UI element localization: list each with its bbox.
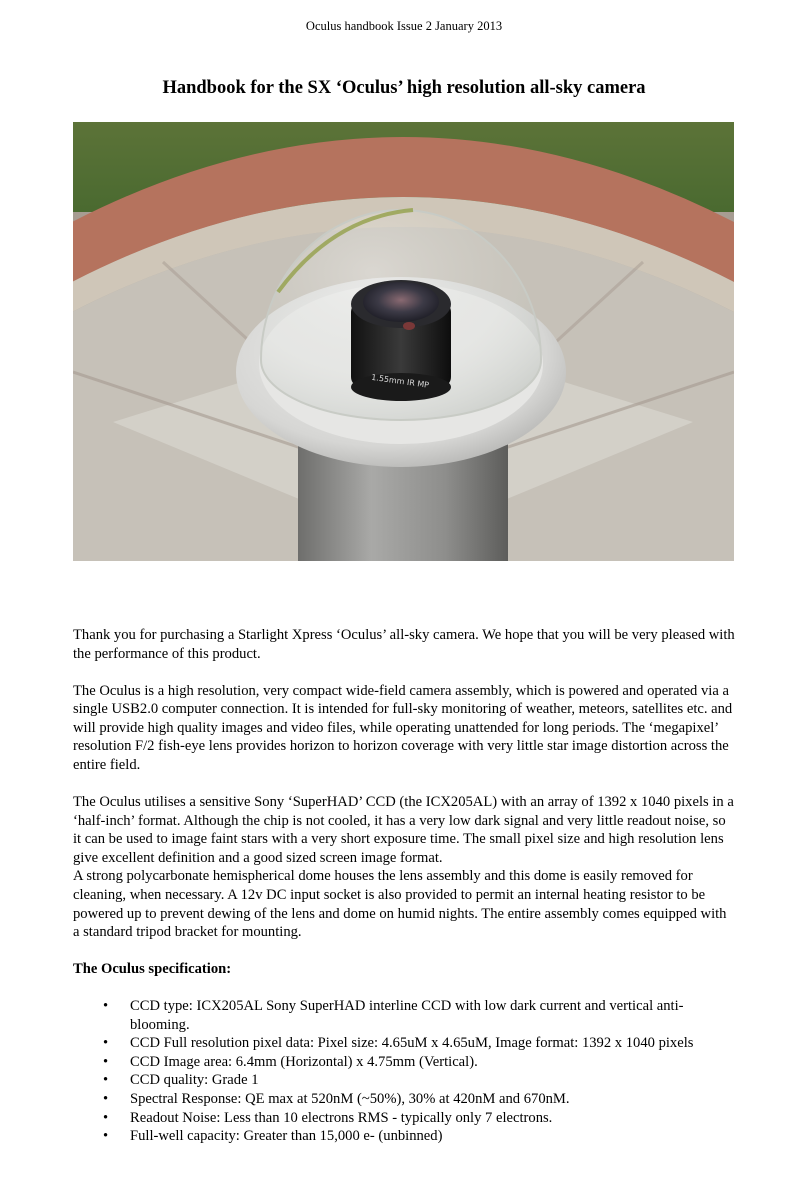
spec-item: • Readout Noise: Less than 10 electrons RMS - typically only 7 electrons. [73, 1109, 735, 1128]
spec-heading: The Oculus specification: [73, 961, 232, 978]
description-paragraph: The Oculus is a high resolution, very compact wide-field camera assembly, which is powered and operated via a single USB2.0 computer connection. It is intended for full-sky monitoring of weather, meteors, satellites etc. and will provide high quality images and video files, while operating unattended for long periods. The ‘megapixel’ resolution F/2 fish-eye lens provides horizon to horizon coverage with very little star image distortion across the entire field. [73, 682, 733, 773]
body-text [73, 626, 735, 1146]
spec-item: • CCD quality: Grade 1 [73, 1071, 735, 1090]
spec-item: • Spectral Response: QE max at 520nM (~50%), 30% at 420nM and 670nM. [73, 1090, 735, 1109]
document-title: Handbook for the SX ‘Oculus’ high resolution all-sky camera [162, 78, 646, 98]
oculus-camera-photo [73, 122, 734, 561]
camera-illustration [73, 122, 734, 561]
ccd-paragraph: The Oculus utilises a sensitive Sony ‘SuperHAD’ CCD (the ICX205AL) with an array of 1392 x 1040 pixels in a ‘half-inch’ format. Although the chip is not cooled, it has a very low dark signal and very little readout noise, so it can be used to image faint stars with a very short exposure time. The small pixel size and high resolution lens give excellent definition and a good sized screen image format. [73, 793, 734, 866]
spec-item: • CCD Image area: 6.4mm (Horizontal) x 4.75mm (Vertical). [73, 1053, 735, 1072]
spec-list [73, 997, 735, 1146]
spec-item: • CCD Full resolution pixel data: Pixel size: 4.65uM x 4.65uM, Image format: 1392 x 1040 pixels [73, 1034, 735, 1053]
running-header: Oculus handbook Issue 2 January 2013 [305, 19, 503, 33]
lens-marking: 1.55mm IR MP [370, 372, 430, 390]
lens-glass [363, 282, 439, 322]
spec-item: • Full-well capacity: Greater than 15,000 e- (unbinned) [73, 1127, 735, 1146]
intro-paragraph: Thank you for purchasing a Starlight Xpress ‘Oculus’ all-sky camera. We hope that you will be very pleased with the performance of this product. [73, 627, 735, 662]
dome-paragraph: A strong polycarbonate hemispherical dome houses the lens assembly and this dome is easily removed for cleaning, when necessary. A 12v DC input socket is also provided to permit an internal heating resistor to be powered up to prevent dewing of the lens and dome on humid nights. The entire assembly comes equipped with a standard tripod bracket for mounting. [73, 868, 727, 941]
spec-item: • CCD type: ICX205AL Sony SuperHAD interline CCD with low dark current and vertical anti-blooming. [73, 997, 735, 1034]
